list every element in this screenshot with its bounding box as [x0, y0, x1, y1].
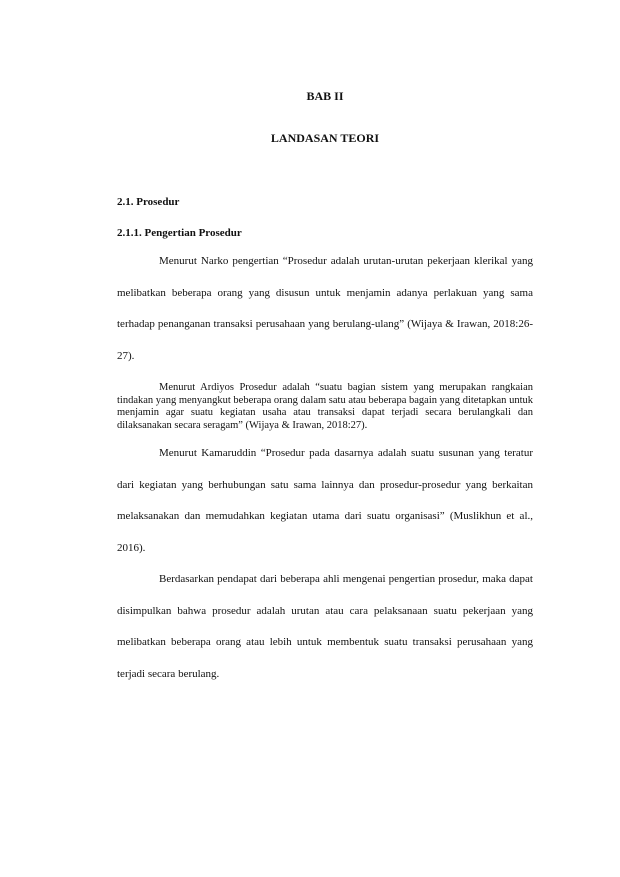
chapter-title: LANDASAN TEORI — [270, 131, 380, 145]
block-quote — [117, 382, 533, 432]
paragraph-kamaruddin: Menurut Kamaruddin “Prosedur pada dasarnya adalah suatu susunan yang teratur dari kegiatan yang berhubungan satu sama lainnya dan prosedur-prosedur yang berkaitan melaksanakan dan memudahkan kegiatan utama dari suatu organisasi” (Muslikhun et al., 2016). — [117, 447, 533, 554]
section-heading: 2.1. Prosedur — [117, 196, 180, 208]
quote-ardiyos: Menurut Ardiyos Prosedur adalah “suatu bagian sistem yang merupakan rangkaian tindakan yang menyangkut beberapa orang dalam satu atau beberapa bagain yang ditetapkan untuk menjamin agar suatu kegiatan usaha atau transaksi dapat terjadi secara berulangkali dan dilaksanakan secara seragam” (Wijaya & Irawan, 2018:27). — [117, 382, 533, 431]
paragraph-conclusion: Berdasarkan pendapat dari beberapa ahli mengenai pengertian prosedur, maka dapat disimpulkan bahwa prosedur adalah urutan atau cara pelaksanaan suatu pekerjaan yang melibatkan beberapa orang atau lebih untuk membentuk suatu transaksi perusahaan yang terjadi secara berulang. — [117, 573, 533, 680]
subsection-heading: 2.1.1. Pengertian Prosedur — [117, 227, 242, 239]
chapter-number: BAB II — [306, 89, 344, 103]
paragraph-narko: Menurut Narko pengertian “Prosedur adalah urutan-urutan pekerjaan klerikal yang melibatkan beberapa orang yang disusun untuk menjamin adanya perlakuan yang sama terhadap penanganan transaksi perusahaan yang berulang-ulang” (Wijaya & Irawan, 2018:26-27). — [117, 255, 533, 362]
page-content — [117, 88, 533, 690]
